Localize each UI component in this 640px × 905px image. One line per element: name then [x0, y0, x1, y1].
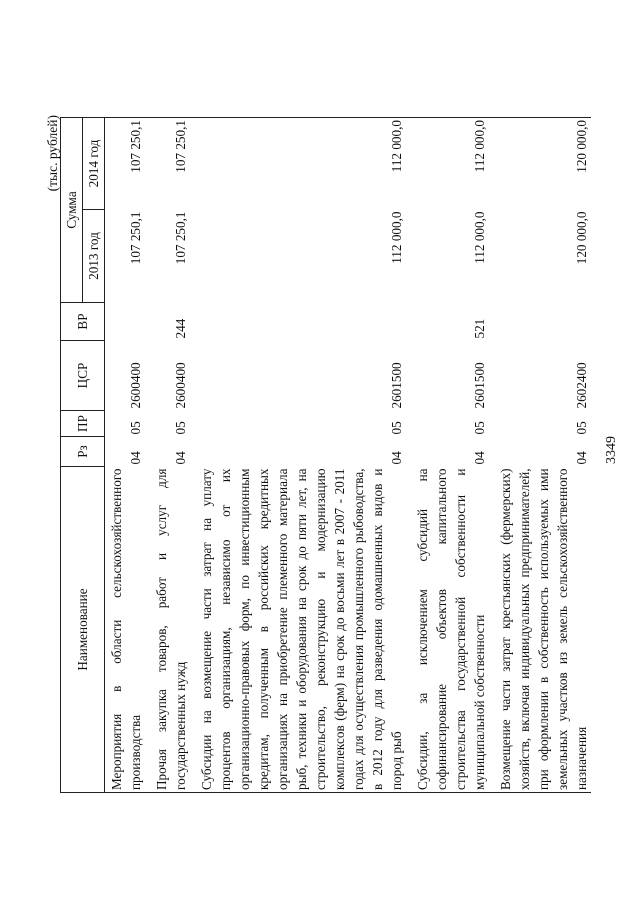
- row-vr: 521: [472, 318, 487, 339]
- row-sum-2013: 107 250,1: [128, 211, 143, 265]
- table-row: [190, 118, 406, 793]
- row-sum-2014: 107 250,1: [145, 118, 190, 210]
- row-csr: 2601500: [389, 362, 404, 409]
- row-csr: 2602400: [574, 362, 589, 409]
- header-name: Наименование: [61, 467, 105, 793]
- row-vr: [190, 303, 406, 341]
- header-2013: 2013 год: [83, 210, 105, 303]
- row-name: Прочая закупка товаров, работ и услуг для государственных нужд: [145, 467, 190, 793]
- table-row: [406, 118, 489, 793]
- row-rz: 04: [173, 451, 188, 465]
- table-row: [105, 118, 146, 793]
- header-csr: ЦСР: [61, 341, 105, 411]
- row-rz: 04: [472, 451, 487, 465]
- row-sum-2013: 107 250,1: [173, 211, 188, 265]
- header-sum: Сумма: [61, 118, 83, 303]
- header-pr: ПР: [61, 411, 105, 437]
- row-sum-2014: 112 000,0: [190, 118, 406, 210]
- row-vr: 244: [173, 318, 188, 339]
- row-pr: 05: [574, 421, 589, 435]
- row-sum-2014: 120 000,0: [489, 118, 591, 210]
- row-pr: 05: [472, 421, 487, 435]
- row-sum-2013: 112 000,0: [472, 211, 487, 264]
- row-vr: [489, 303, 591, 341]
- row-csr: 2600400: [128, 362, 143, 409]
- header-2014: 2014 год: [83, 118, 105, 210]
- table-row: [145, 118, 190, 793]
- row-sum-2014: 112 000,0: [406, 118, 489, 210]
- row-rz: 04: [389, 451, 404, 465]
- row-name: Мероприятия в области сельскохозяйственного производства: [105, 467, 146, 793]
- row-csr: 2601500: [472, 362, 487, 409]
- row-vr: [105, 303, 146, 341]
- row-rz: 04: [128, 451, 143, 465]
- budget-table: [60, 117, 591, 793]
- header-vr: ВР: [61, 303, 105, 341]
- row-name: Субсидии на возмещение части затрат на уплату процентов организациям, независимо от их организационно-правовых форм, по инвестиционным кредитам, полученным в российских кредитных организациях на приобретение племенного материала рыб, техники и оборудования на срок до пяти лет, на строительство, реконструкцию и модернизацию комплексов (ферм) на срок до восьми лет в 2007 - 2011 годах для осуществления промышленного рыбоводства, в 2012 году для разведения одомашненных видов и пород рыб: [190, 467, 406, 793]
- table-row: [489, 118, 591, 793]
- row-pr: 05: [128, 421, 143, 435]
- row-sum-2013: 120 000,0: [574, 211, 589, 265]
- row-sum-2014: 107 250,1: [105, 118, 146, 210]
- row-pr: 05: [389, 421, 404, 435]
- row-name: Возмещение части затрат крестьянских (фермерских) хозяйств, включая индивидуальных предпринимателей, при оформлении в собственность используемых ими земельных участков из земель сельскохозяйственного назначения: [489, 467, 591, 793]
- row-csr: 2600400: [173, 362, 188, 409]
- row-sum-2013: 112 000,0: [389, 211, 404, 264]
- row-rz: 04: [574, 451, 589, 465]
- row-name: Субсидии, за исключением субсидий на софинансирование объектов капитального строительства государственной собственности и муниципальной собственности: [406, 467, 489, 793]
- units-note: (тыс. рублей): [45, 115, 60, 192]
- page-number: 3349: [604, 436, 619, 464]
- header-rz: Рз: [61, 437, 105, 467]
- row-pr: 05: [173, 421, 188, 435]
